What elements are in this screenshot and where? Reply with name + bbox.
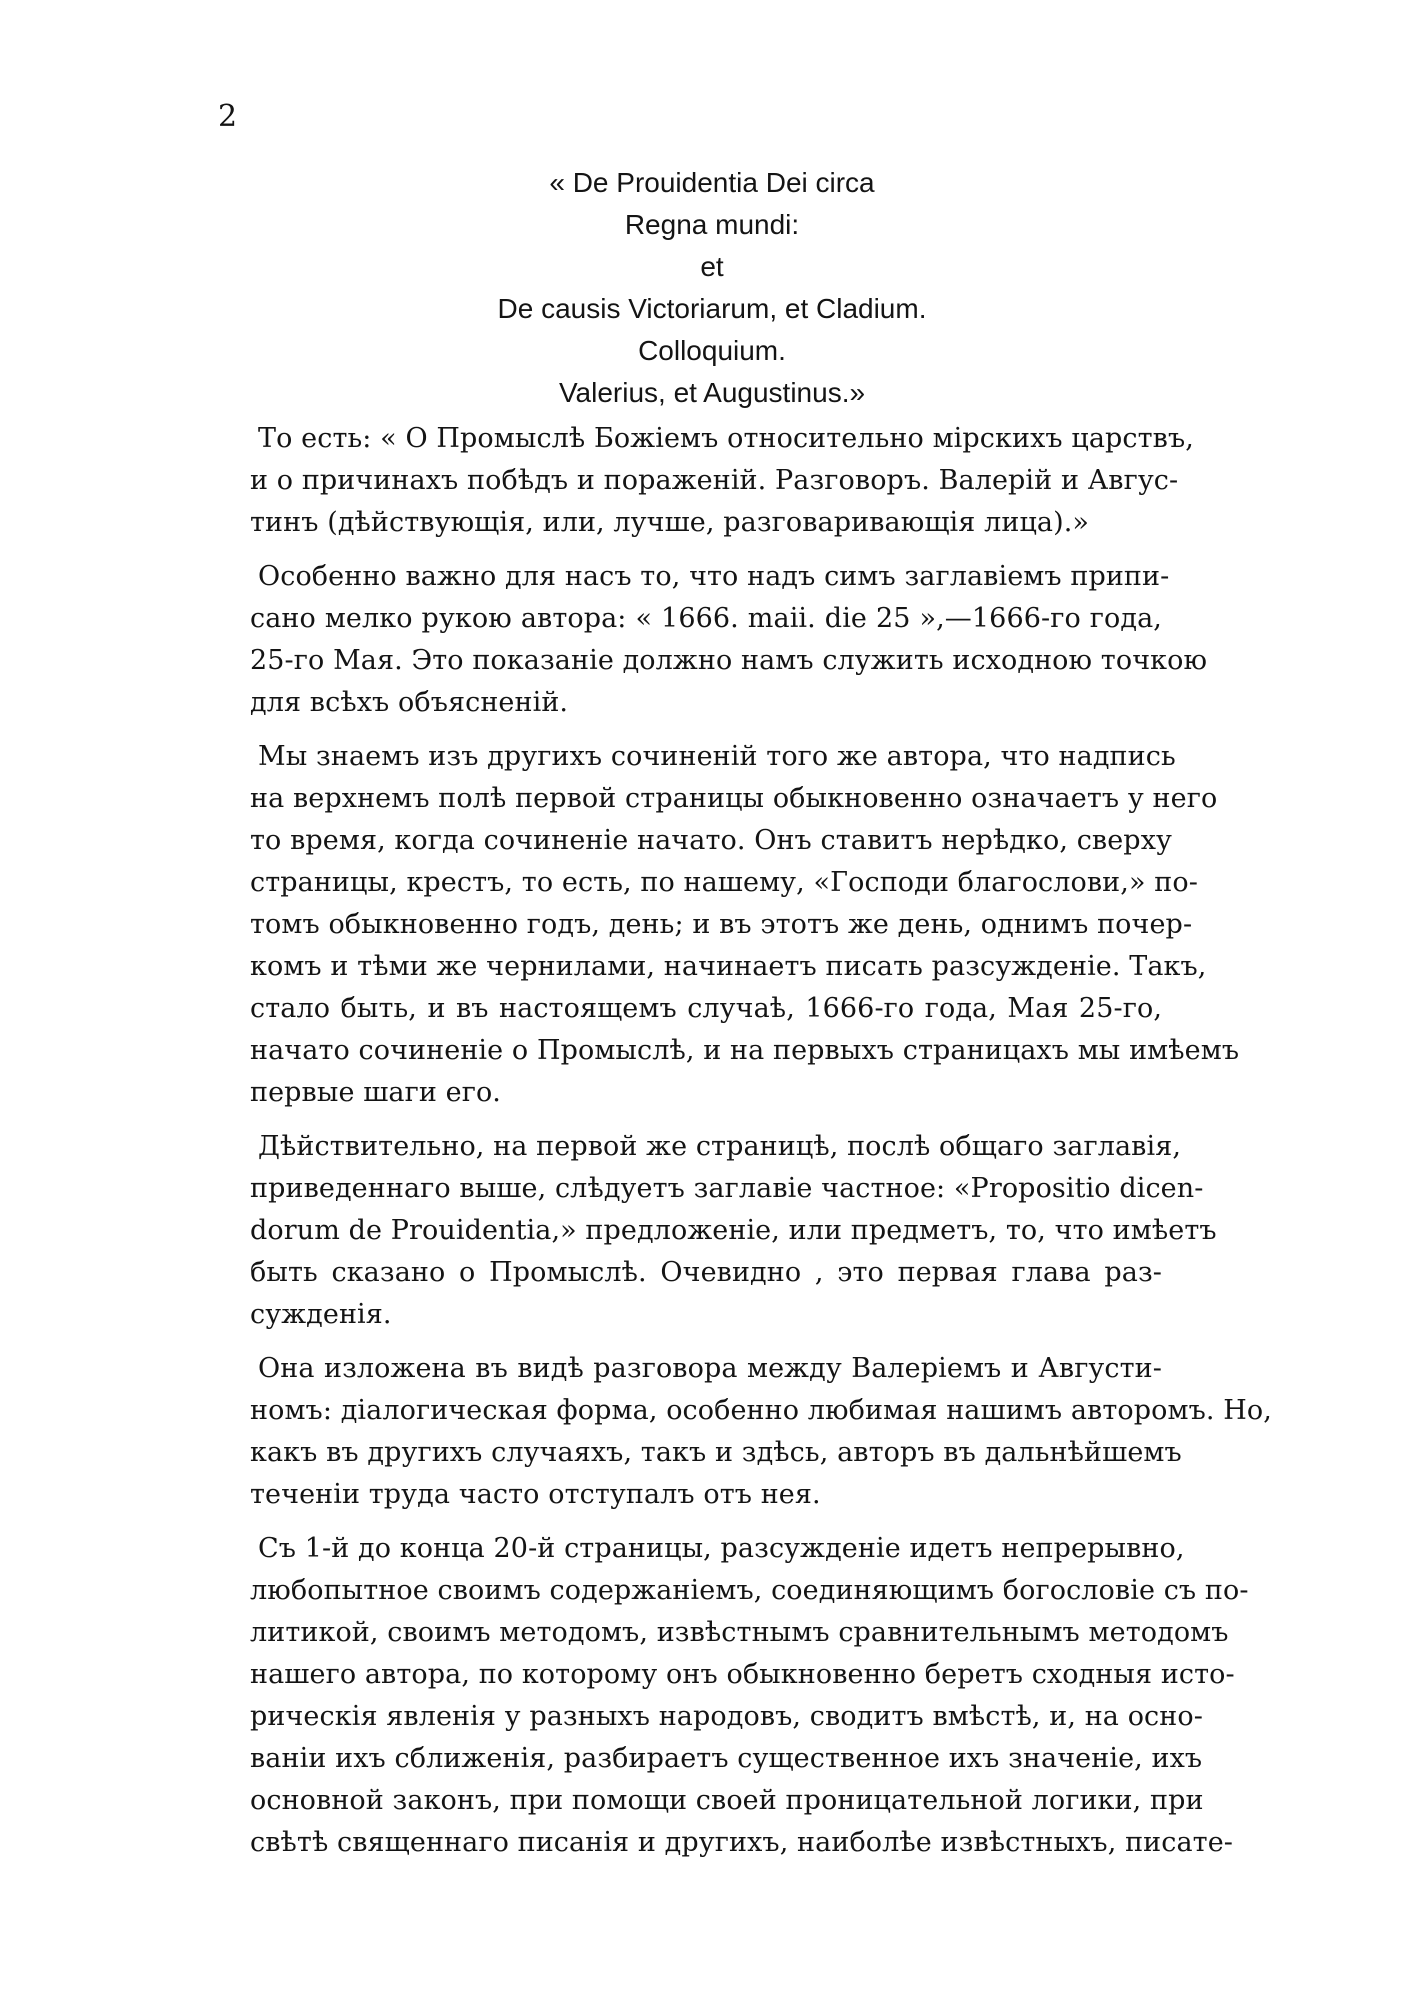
paragraph-date-note <box>250 556 1208 724</box>
title-line: Colloquium. <box>638 335 786 366</box>
text-line: тинъ (дѣйствующія, или, лучше, разговаривающія лица).» <box>250 507 1090 538</box>
text-line: быть сказано о Промыслѣ. Очевидно , это первая глава раз- <box>250 1257 1162 1288</box>
text-line: номъ: діалогическая форма, особенно любимая нашимъ авторомъ. Но, <box>250 1395 1272 1426</box>
text-line: стало быть, и въ настоящемъ случаѣ, 1666-го года, Мая 25-го, <box>250 993 1162 1024</box>
text-line: литикой, своимъ методомъ, извѣстнымъ сравнительнымъ методомъ <box>250 1617 1229 1648</box>
body-text <box>250 418 1272 1876</box>
text-line: любопытное своимъ содержаніемъ, соединяющимъ богословіе съ по- <box>250 1575 1249 1606</box>
text-line: нашего автора, по которому онъ обыкновенно беретъ сходныя исто- <box>250 1659 1235 1690</box>
text-line: томъ обыкновенно годъ, день; и въ этотъ же день, однимъ почер- <box>250 909 1193 940</box>
title-line: Valerius, et Augustinus.» <box>558 377 866 408</box>
title-line: De causis Victoriarum, et Cladium. <box>497 293 927 324</box>
text-line: комъ и тѣми же чернилами, начинаетъ писать разсужденіе. Такъ, <box>250 951 1207 982</box>
paragraph-dialogue-form <box>250 1348 1272 1516</box>
text-line: основной законъ, при помощи своей проницательной логики, при <box>250 1785 1204 1816</box>
text-line: Особенно важно для насъ то, что надъ симъ заглавіемъ припи- <box>258 561 1170 592</box>
text-line: ваніи ихъ сближенія, разбираетъ существенное ихъ значеніе, ихъ <box>250 1743 1203 1774</box>
text-line: То есть: « О Промыслѣ Божіемъ относительно мірскихъ царствъ, <box>258 423 1194 454</box>
text-line: и о причинахъ побѣдъ и пораженій. Разговоръ. Валерій и Авгус- <box>250 465 1179 496</box>
paragraph-author-habits <box>250 736 1240 1114</box>
text-line: Она изложена въ видѣ разговора между Валеріемъ и Августи- <box>258 1353 1162 1384</box>
text-line: то время, когда сочиненіе начато. Онъ ставитъ нерѣдко, сверху <box>250 825 1173 856</box>
text-line: какъ въ другихъ случаяхъ, такъ и здѣсь, авторъ въ дальнѣйшемъ <box>250 1437 1182 1468</box>
paragraph-pages-summary <box>250 1528 1249 1864</box>
latin-title-block <box>300 162 1124 414</box>
text-line: Съ 1-й до конца 20-й страницы, разсужденіе идетъ непрерывно, <box>258 1533 1185 1564</box>
text-line: dorum de Prouidentia,» предложеніе, или предметъ, то, что имѣетъ <box>250 1215 1217 1246</box>
text-line: начато сочиненіе о Промыслѣ, и на первыхъ страницахъ мы имѣемъ <box>250 1035 1240 1066</box>
text-line: свѣтѣ священнаго писанія и другихъ, наиболѣе извѣстныхъ, писате- <box>250 1827 1234 1858</box>
text-line: приведеннаго выше, слѣдуетъ заглавіе частное: «Propositio dicen- <box>250 1173 1204 1204</box>
text-line: рическія явленія у разныхъ народовъ, сводитъ вмѣстѣ, и, на осно- <box>250 1701 1203 1732</box>
title-line: et <box>700 251 724 282</box>
text-line: Дѣйствительно, на первой же страницѣ, послѣ общаго заглавія, <box>258 1131 1182 1162</box>
text-line: страницы, крестъ, то есть, по нашему, «Господи благослови,» по- <box>250 867 1198 898</box>
title-line: « De Prouidentia Dei circa <box>549 167 875 198</box>
paragraph-first-chapter <box>250 1126 1217 1336</box>
text-line: для всѣхъ объясненій. <box>250 687 569 718</box>
text-line: на верхнемъ полѣ первой страницы обыкновенно означаетъ у него <box>250 783 1218 814</box>
text-line: Мы знаемъ изъ другихъ сочиненій того же автора, что надпись <box>258 741 1176 772</box>
paragraph-translation <box>250 418 1194 544</box>
text-line: сано мелко рукою автора: « 1666. maii. die 25 »,—1666-го года, <box>250 603 1162 634</box>
text-line: теченіи труда часто отступалъ отъ нея. <box>250 1479 821 1510</box>
text-line: 25-го Мая. Это показаніе должно намъ служить исходною точкою <box>250 645 1208 676</box>
text-line: сужденія. <box>250 1299 392 1330</box>
text-line: первые шаги его. <box>250 1077 501 1108</box>
page-number: 2 <box>218 99 238 134</box>
title-line: Regna mundi: <box>624 209 800 240</box>
